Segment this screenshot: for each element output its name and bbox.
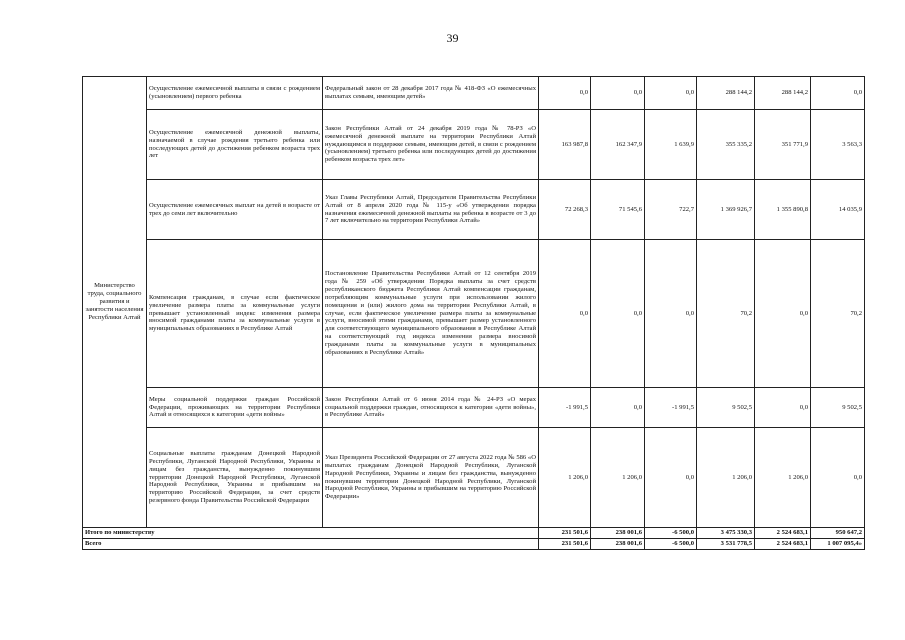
total-value: 2 524 683,1 — [755, 538, 811, 549]
value-cell: 0,0 — [591, 388, 645, 428]
value-cell: 1 206,0 — [591, 428, 645, 528]
value-cell: 1 206,0 — [539, 428, 591, 528]
law-cell: Федеральный закон от 28 декабря 2017 года № 418-ФЗ «О ежемесячных выплатах семьям, имеющим детей» — [323, 77, 539, 110]
value-cell: 14 035,9 — [811, 180, 865, 240]
table-row — [83, 180, 865, 240]
value-cell: 351 771,9 — [755, 110, 811, 180]
value-cell: 1 355 890,8 — [755, 180, 811, 240]
table-row — [83, 110, 865, 180]
value-cell: 3 563,3 — [811, 110, 865, 180]
value-cell: 162 347,9 — [591, 110, 645, 180]
value-cell: -1 991,5 — [539, 388, 591, 428]
page-number: 39 — [446, 31, 459, 45]
law-cell: Закон Республики Алтай от 6 июня 2014 года № 24-РЗ «О мерах социальной поддержки граждан, относящихся к категории «дети войны», в Республике Алтай» — [323, 388, 539, 428]
total-value: 2 524 683,1 — [755, 528, 811, 539]
value-cell: 0,0 — [539, 240, 591, 388]
value-cell: 0,0 — [645, 240, 697, 388]
law-cell: Постановление Правительства Республики Алтай от 12 сентября 2019 года № 259 «Об утверждении Порядка выплаты за счет средств республиканского бюджета Республики Алтай компенсации гражданам, потребляющим коммунальные услуги при использовании жилого помещения и (или) жилого дома на территории Республики Алтай, в случае, если фактическое увеличение размера платы за коммунальные услуги, вносимой этими гражданами, превышает размер установленного для соответствующего муниципального образования в Республике Алтай на соответствующий год индекса изменения размера вносимой гражданами платы за коммунальные услуги в муниципальных образованиях в Республике Алтай» — [323, 240, 539, 388]
total-value: -6 500,0 — [645, 528, 697, 539]
measure-cell: Компенсация гражданам, в случае если фактическое увеличение размера платы за коммунальные услуги превышает установленный индекс изменения размера вносимой гражданами платы за коммунальные услуги в муниципальных образованиях в Республике Алтай — [147, 240, 323, 388]
value-cell: 288 144,2 — [697, 77, 755, 110]
value-cell: 70,2 — [697, 240, 755, 388]
value-cell: 1 206,0 — [697, 428, 755, 528]
law-cell: Закон Республики Алтай от 24 декабря 2019 года № 78-РЗ «О ежемесячной денежной выплате на территории Республики Алтай нуждающимся в поддержке семьям, имеющим детей, в связи с рождением (усыновлением) третьего ребенка или последующих детей до достижения ребенком возраста трех лет» — [323, 110, 539, 180]
value-cell: 722,7 — [645, 180, 697, 240]
table-row — [83, 428, 865, 528]
total-value: 231 501,6 — [539, 538, 591, 549]
value-cell: 1 369 926,7 — [697, 180, 755, 240]
law-cell: Указ Главы Республики Алтай, Председателя Правительства Республики Алтай от 8 апреля 2020 года № 115-у «Об утверждении порядка назначения ежемесячной денежной выплаты на ребенка в возрасте от 3 до 7 лет включительно на территории Республики Алтай» — [323, 180, 539, 240]
total-value: 3 475 330,3 — [697, 528, 755, 539]
value-cell: 1 639,9 — [645, 110, 697, 180]
total-value: 238 001,6 — [591, 528, 645, 539]
total-value: 231 501,6 — [539, 528, 591, 539]
total-value: 3 531 778,5 — [697, 538, 755, 549]
measure-cell: Осуществление ежемесячной выплаты в связи с рождением (усыновлением) первого ребенка — [147, 77, 323, 110]
value-cell: 71 545,6 — [591, 180, 645, 240]
total-value: -6 500,0 — [645, 538, 697, 549]
table-row — [83, 77, 865, 110]
value-cell: 0,0 — [591, 77, 645, 110]
law-cell: Указ Президента Российской Федерации от 27 августа 2022 года № 586 «О выплатах гражданам Донецкой Народной Республики, Луганской Народной Республики, Украины и лицам без гражданства, вынужденно покинувшим территории Донецкой Народной Республики, Луганской Народной Республики, Украины и прибывшим на территорию Российской Федерации» — [323, 428, 539, 528]
value-cell: 72 268,3 — [539, 180, 591, 240]
value-cell: 288 144,2 — [755, 77, 811, 110]
total-label: Всего — [83, 538, 539, 549]
ministry-cell: Министерство труда, социального развития и занятости населения Республики Алтай — [83, 77, 147, 528]
value-cell: 9 502,5 — [697, 388, 755, 428]
measure-cell: Осуществление ежемесячной денежной выплаты, назначаемой в случае рождения третьего ребенка или последующих детей до достижения ребенком возраста трех лет — [147, 110, 323, 180]
value-cell: 0,0 — [539, 77, 591, 110]
value-cell: 1 206,0 — [755, 428, 811, 528]
budget-table — [82, 76, 865, 550]
measure-cell: Социальные выплаты гражданам Донецкой Народной Республики, Луганской Народной Республики, Украины и лицам без гражданства, вынужденно покинувшим территории Донецкой Народной Республики, Луганской Народной Республики, Украины и прибывшим на территорию Российской Федерации, за счет средств резервного фонда Правительства Российской Федерации — [147, 428, 323, 528]
value-cell: 70,2 — [811, 240, 865, 388]
value-cell: 163 987,8 — [539, 110, 591, 180]
value-cell: 0,0 — [645, 77, 697, 110]
value-cell: 0,0 — [755, 388, 811, 428]
value-cell: 355 335,2 — [697, 110, 755, 180]
total-value: 950 647,2 — [811, 528, 865, 539]
grand-total-row — [83, 538, 865, 549]
value-cell: -1 991,5 — [645, 388, 697, 428]
measure-cell: Осуществление ежемесячных выплат на детей в возрасте от трех до семи лет включительно — [147, 180, 323, 240]
value-cell: 0,0 — [645, 428, 697, 528]
total-label: Итого по министерству — [83, 528, 539, 539]
value-cell: 0,0 — [811, 77, 865, 110]
ministry-total-row — [83, 528, 865, 539]
total-value: 238 001,6 — [591, 538, 645, 549]
value-cell: 0,0 — [811, 428, 865, 528]
value-cell: 0,0 — [591, 240, 645, 388]
measure-cell: Меры социальной поддержки граждан Российской Федерации, проживающих на территории Республики Алтай и относящихся к категории «дети войны» — [147, 388, 323, 428]
total-value: 1 007 095,4» — [811, 538, 865, 549]
table-row — [83, 240, 865, 388]
table-row — [83, 388, 865, 428]
value-cell: 9 502,5 — [811, 388, 865, 428]
value-cell: 0,0 — [755, 240, 811, 388]
